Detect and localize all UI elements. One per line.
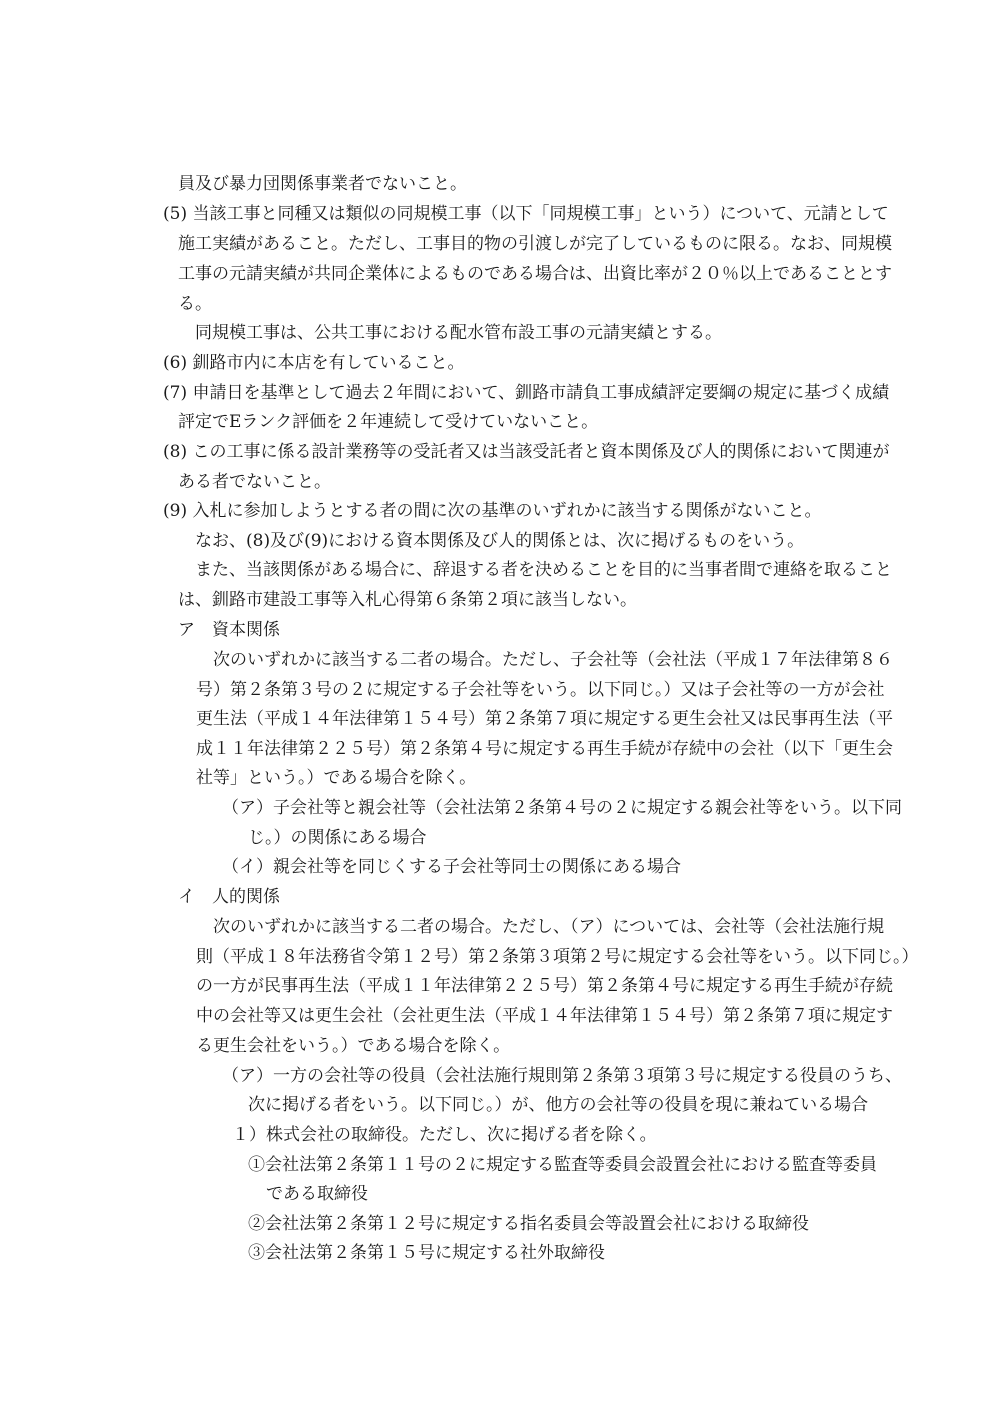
circled-item-1: ①会社法第２条第１１号の２に規定する監査等委員会設置会社における監査等委員 xyxy=(248,1155,877,1175)
sub-item-a: （ア）一方の会社等の役員（会社法施行規則第２条第３項第３号に規定する役員のうち、 xyxy=(222,1066,902,1086)
list-item-9: (9) 入札に参加しようとする者の間に次の基準のいずれかに該当する関係がないこと。 xyxy=(163,501,822,521)
text-line: の一方が民事再生法（平成１１年法律第２２５号）第２条第４号に規定する再生手続が存続 xyxy=(196,976,893,996)
text-line: る更生会社をいう。）である場合を除く。 xyxy=(196,1036,511,1056)
circled-item-2: ②会社法第２条第１２号に規定する指名委員会等設置会社における取締役 xyxy=(248,1214,809,1234)
text-line: ある者でないこと。 xyxy=(178,472,331,492)
text-line: 更生法（平成１４年法律第１５４号）第２条第７項に規定する更生会社又は民事再生法（平 xyxy=(196,709,893,729)
text-line: 号）第２条第３号の２に規定する子会社等をいう。以下同じ。）又は子会社等の一方が会社 xyxy=(196,680,885,700)
text-line: 次のいずれかに該当する二者の場合。ただし、（ア）については、会社等（会社法施行規 xyxy=(213,917,885,937)
section-heading-capital: ア 資本関係 xyxy=(178,620,280,640)
text-line: である取締役 xyxy=(266,1184,368,1204)
text-line: 員及び暴力団関係事業者でないこと。 xyxy=(178,174,467,194)
text-line: 社等」という。）である場合を除く。 xyxy=(196,768,477,788)
list-item-7: (7) 申請日を基準として過去２年間において、釧路市請負工事成績評定要綱の規定に基づく成績 xyxy=(163,383,890,403)
sub-item-a: （ア）子会社等と親会社等（会社法第２条第４号の２に規定する親会社等をいう。以下同 xyxy=(222,798,902,818)
numbered-item-1: １）株式会社の取締役。ただし、次に掲げる者を除く。 xyxy=(232,1125,657,1145)
text-line: 中の会社等又は更生会社（会社更生法（平成１４年法律第１５４号）第２条第７項に規定す xyxy=(196,1006,893,1026)
text-line: 次に掲げる者をいう。以下同じ。）が、他方の会社等の役員を現に兼ねている場合 xyxy=(248,1095,869,1115)
text-line: じ。）の関係にある場合 xyxy=(248,828,427,848)
text-line: 評定でEランク評価を２年連続して受けていないこと。 xyxy=(178,412,599,432)
list-item-5: (5) 当該工事と同種又は類似の同規模工事（以下「同規模工事」という）について、元請として xyxy=(163,204,889,224)
text-line: 同規模工事は、公共工事における配水管布設工事の元請実績とする。 xyxy=(195,323,722,343)
section-heading-personnel: イ 人的関係 xyxy=(178,887,280,907)
text-line: なお、(8)及び(9)における資本関係及び人的関係とは、次に掲げるものをいう。 xyxy=(195,531,805,551)
list-item-8: (8) この工事に係る設計業務等の受託者又は当該受託者と資本関係及び人的関係において関連が xyxy=(163,442,890,462)
text-line: 次のいずれかに該当する二者の場合。ただし、子会社等（会社法（平成１７年法律第８６ xyxy=(213,650,893,670)
text-line: は、釧路市建設工事等入札心得第６条第２項に該当しない。 xyxy=(178,590,637,610)
text-line: 施工実績があること。ただし、工事目的物の引渡しが完了しているものに限る。なお、同規模 xyxy=(178,234,892,254)
text-line: 則（平成１８年法務省令第１２号）第２条第３項第２号に規定する会社等をいう。以下同じ。） xyxy=(196,947,919,967)
circled-item-3: ③会社法第２条第１５号に規定する社外取締役 xyxy=(248,1243,605,1263)
text-line: また、当該関係がある場合に、辞退する者を決めることを目的に当事者間で連絡を取ること xyxy=(195,560,892,580)
text-line: 成１１年法律第２２５号）第２条第４号に規定する再生手続が存続中の会社（以下「更生会 xyxy=(196,739,893,759)
sub-item-i: （イ）親会社等を同じくする子会社等同士の関係にある場合 xyxy=(222,857,681,877)
text-line: 工事の元請実績が共同企業体によるものである場合は、出資比率が２０％以上であることとす xyxy=(178,264,892,284)
list-item-6: (6) 釧路市内に本店を有していること。 xyxy=(163,353,465,373)
text-line: る。 xyxy=(178,294,212,314)
